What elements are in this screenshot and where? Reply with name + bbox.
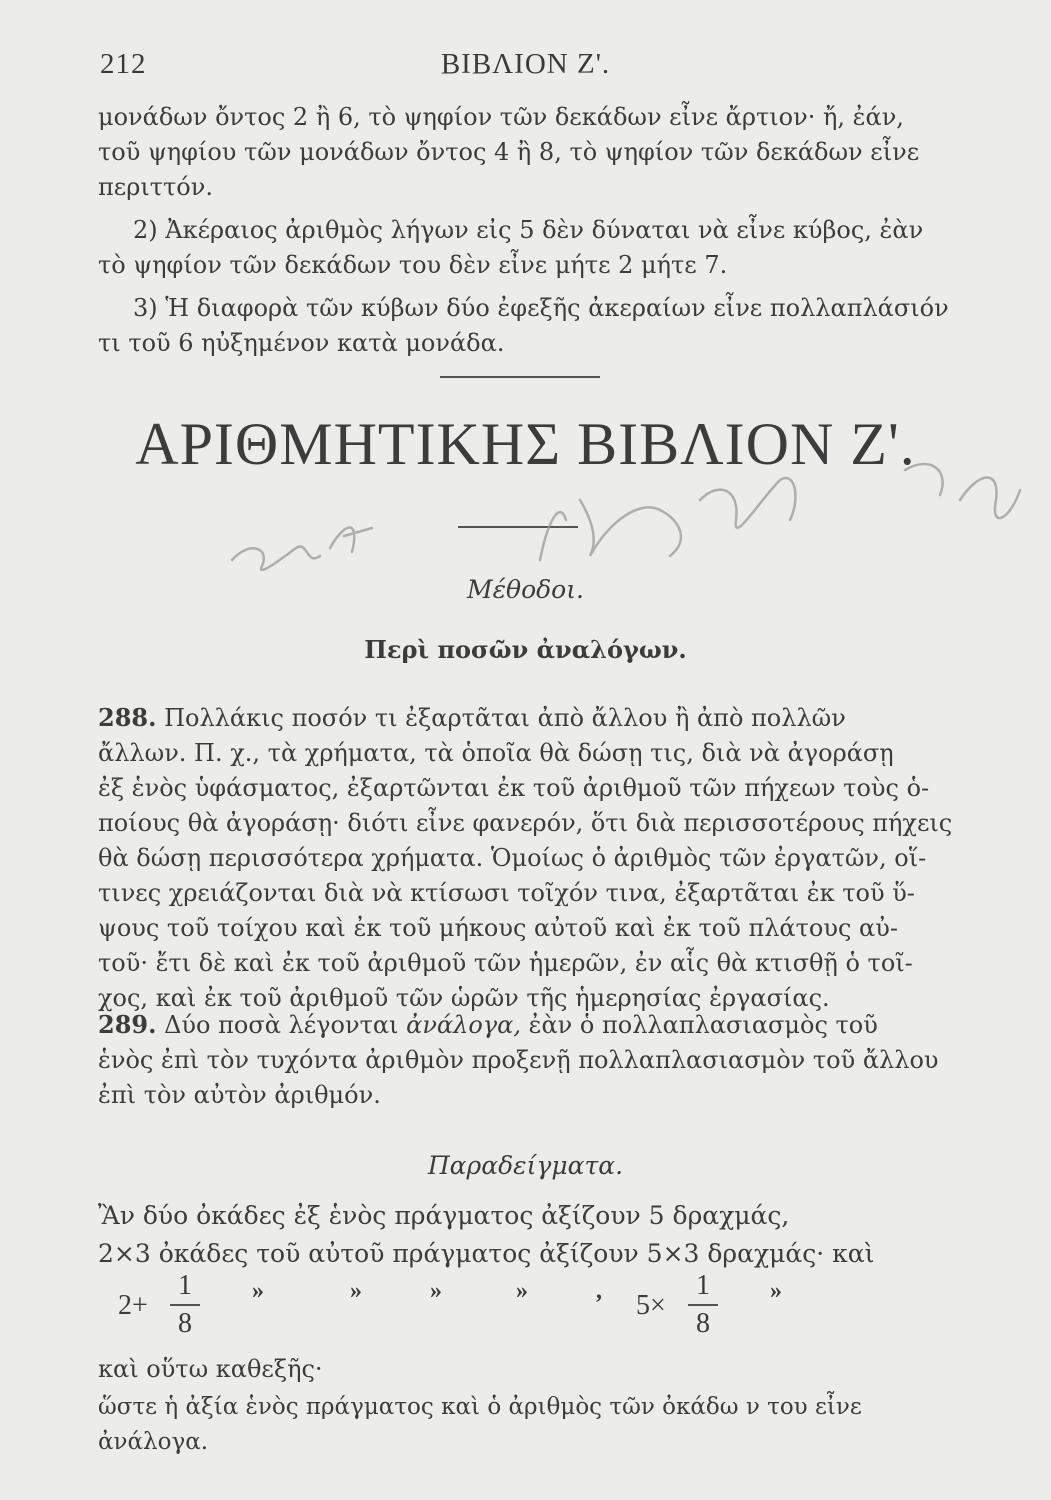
- paragraph-lead: Δύο ποσὰ λέγονται: [164, 1011, 399, 1039]
- item-2-line: 2) Ἀκέραιος ἀριθμὸς λήγων εἰς 5 δὲν δύναται νὰ εἶνε κύβος, ἐὰν: [133, 216, 924, 244]
- page-number: 212: [100, 48, 147, 80]
- section-title: Μέθοδοι.: [467, 575, 584, 604]
- fraction-bar: [688, 1304, 718, 1306]
- paragraph-line: τοῦ· ἔτι δὲ καὶ ἐκ τοῦ ἀριθμοῦ τῶν ἡμερῶν, ἐν αἷς θὰ κτισθῇ ὁ τοῖ-: [98, 949, 913, 977]
- paragraph-line: Πολλάκις ποσόν τι ἐξαρτᾶται ἀπὸ ἄλλου ἢ ἀπὸ πολλῶν: [164, 704, 846, 732]
- paragraph-number: 289.: [98, 1010, 157, 1039]
- expression-five-times: 5×: [636, 1290, 666, 1321]
- item-2-line: τὸ ψηφίον τῶν δεκάδων του δὲν εἶνε μήτε 2 μήτε 7.: [98, 251, 728, 279]
- fraction-numerator: 1: [696, 1270, 710, 1301]
- fraction-denominator: 8: [178, 1308, 192, 1339]
- subsection-title: Περὶ ποσῶν ἀναλόγων.: [364, 635, 687, 664]
- running-title: ΒΙΒΛΙΟΝ Ζ'.: [440, 48, 611, 80]
- paragraph-line: χος, καὶ ἐκ τοῦ ἀριθμοῦ τῶν ὡρῶν τῆς ἡμερησίας ἐργασίας.: [98, 984, 830, 1012]
- fraction-numerator: 1: [178, 1270, 192, 1301]
- ditto-comma: ,: [596, 1278, 602, 1304]
- ditto-mark: »: [770, 1278, 782, 1304]
- paragraph-line: ποίους θὰ ἀγοράσῃ· διότι εἶνε φανερόν, ὅτι διὰ περισσοτέρους πήχεις: [98, 809, 953, 837]
- chapter-title: ΑΡΙΘΜΗΤΙΚΗΣ ΒΙΒΛΙΟΝ Ζ'.: [135, 411, 916, 477]
- fraction-denominator: 8: [696, 1308, 710, 1339]
- ditto-mark: »: [430, 1278, 442, 1304]
- ditto-mark: »: [252, 1278, 264, 1304]
- examples-line-4: καὶ οὕτω καθεξῆς·: [98, 1355, 323, 1383]
- intro-line: περιττόν.: [98, 173, 213, 201]
- paragraph-288: [98, 700, 958, 1016]
- paragraph-289: [98, 1007, 958, 1113]
- examples-title: Παραδείγματα.: [427, 1151, 624, 1180]
- intro-line: μονάδων ὄντος 2 ἢ 6, τὸ ψηφίον τῶν δεκάδων εἶνε ἄρτιον· ἤ, ἐάν,: [98, 103, 904, 131]
- examples-line-5: ὥστε ἡ ἀξία ἑνὸς πράγματος καὶ ὁ ἀριθμὸς τῶν ὀκάδω ν του εἶνε ἀνάλογα.: [98, 1394, 862, 1455]
- fraction-one-eighth: [170, 1270, 200, 1340]
- examples-line-2: 2×3 ὀκάδες τοῦ αὐτοῦ πράγματος ἀξίζουν 5×3 δραχμάς· καὶ: [98, 1239, 875, 1268]
- intro-line: τοῦ ψηφίου τῶν μονάδων ὄντος 4 ἢ 8, τὸ ψηφίον τῶν δεκάδων εἶνε: [98, 138, 920, 166]
- item-3-line: τι τοῦ 6 ηὐξημένον κατὰ μονάδα.: [98, 329, 505, 357]
- fraction-one-eighth: [688, 1270, 718, 1340]
- paragraph-line: ψους τοῦ τοίχου καὶ ἐκ τοῦ μήκους αὐτοῦ καὶ ἐκ τοῦ πλάτους αὐ-: [98, 914, 898, 942]
- fraction-bar: [170, 1304, 200, 1306]
- paragraph-lead-rest: ἐὰν ὁ πολλαπλασιασμὸς τοῦ: [528, 1011, 878, 1039]
- paragraph-line: ἐπὶ τὸν αὐτὸν ἀριθμόν.: [98, 1081, 381, 1109]
- expression-two-plus: 2+: [118, 1290, 148, 1321]
- ditto-mark: »: [516, 1278, 528, 1304]
- paragraph-line: ἐξ ἑνὸς ὑφάσματος, ἐξαρτῶνται ἐκ τοῦ ἀριθμοῦ τῶν πήχεων τοὺς ὁ-: [98, 774, 930, 802]
- item-3-line: 3) Ἡ διαφορὰ τῶν κύβων δύο ἐφεξῆς ἀκεραίων εἶνε πολλαπλάσιόν: [133, 294, 949, 322]
- examples-line-1: Ἂν δύο ὀκάδες ἐξ ἑνὸς πράγματος ἀξίζουν 5 δραχμάς,: [98, 1201, 790, 1230]
- paragraph-line: ἄλλων. Π. χ., τὰ χρήματα, τὰ ὁποῖα θὰ δώσῃ τις, διὰ νὰ ἀγοράσῃ: [98, 739, 894, 767]
- paragraph-number: 288.: [98, 703, 157, 732]
- paragraph-line: θὰ δώσῃ περισσότερα χρήματα. Ὁμοίως ὁ ἀριθμὸς τῶν ἐργατῶν, οἵ-: [98, 844, 927, 872]
- paragraph-line: ἑνὸς ἐπὶ τὸν τυχόντα ἀριθμὸν προξενῇ πολλαπλασιασμὸν τοῦ ἄλλου: [98, 1046, 939, 1074]
- ditto-mark: »: [350, 1278, 362, 1304]
- paragraph-line: τινες χρειάζονται διὰ νὰ κτίσωσι τοῖχόν τινα, ἐξαρτᾶται ἐκ τοῦ ὕ-: [98, 879, 915, 907]
- defined-term: ἀνάλογα,: [406, 1011, 521, 1039]
